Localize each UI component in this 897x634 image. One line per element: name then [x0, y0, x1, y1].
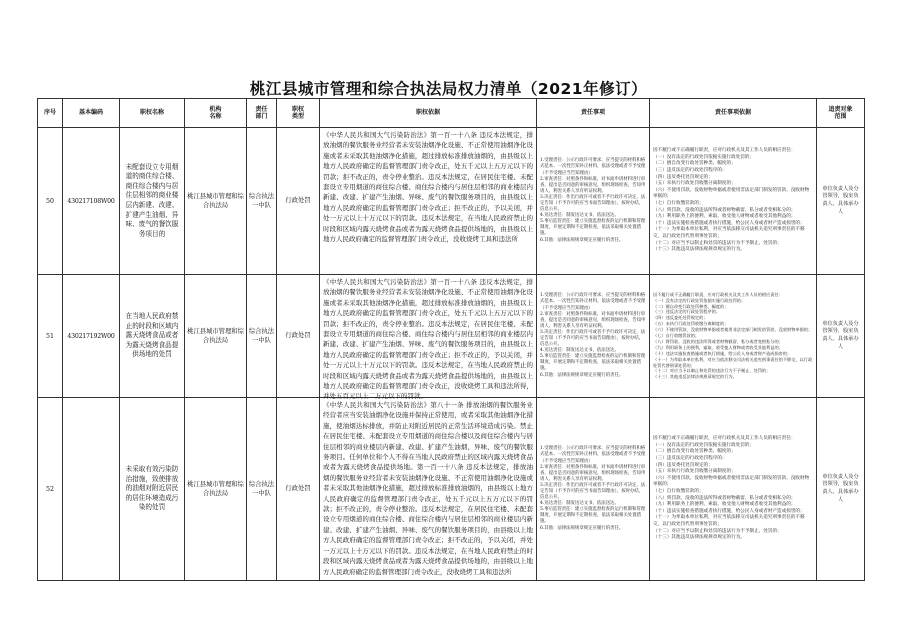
table-row [38, 128, 865, 275]
row-basis [320, 275, 537, 401]
row-seq: 51 [38, 275, 63, 398]
row-basis-text: 《中华人民共和国大气污染防治法》第一百一十八条 违反本法规定，排放油烟的餐饮服务业经营者未安装油烟净化设施、不正常使用油烟净化设施或者未采取其他油烟净化措施，超过排放标准排放油烟的，由县级以上地方人民政府确定的监督管理部门责令改正，处五千元以上五万元以下的罚款；拒不改正的，责令停业整治。违反本法规定，在居民住宅楼、未配套设立专用烟道的商住综合楼、商住综合楼内与居住层相邻的商业楼层内新建、改建、扩建产生油烟、异味、废气的餐饮服务项目的，由县级以上地方人民政府确定的监督管理部门责令改正；拒不改正的，予以关闭，并处一万元以上十万元以下的罚款。违反本法规定，在当地人民政府禁止的时段和区域内露天烧烤食品或者为露天烧烤食品提供场地的，由县级以上地方人民政府确定的监督管理部门责令改正，没收烧烤工具和违法所得，并处五百元以上二万元以下的罚款。 [323, 278, 533, 401]
row-basis [320, 398, 537, 581]
table-row [38, 275, 865, 398]
row-seq: 50 [38, 128, 63, 275]
row-basis [320, 128, 537, 275]
row-type: 行政处罚 [277, 398, 320, 581]
row-code: 430217192W00 [63, 275, 120, 398]
header-type: 职权 类型 [277, 99, 320, 128]
row-dept: 综合执法一中队 [247, 398, 277, 581]
row-duty-basis: 因不履行或不正确履行职责，应对行政机关及其工作人员的相应责任： （一）没有法定的行政处罚依据实施行政处罚的； （二）擅自改变行政处罚种类、幅度的； （三）违反法定的行政处罚程序的； （四）违反委托处罚规定的； （五）未执行行政处罚收缴分离制度的； （六）不使用罚款、没收财物单据或者使用非法定部门制发的罚款、没收财物单据的； （七）自行收缴罚款的； （八）将罚款、没收的违法所得或者财物截留、私分或者变相私分的； （九）利用职务上的便利，索取、收受他人财物或者收受其他利益的； （十）违法实施检查措施或者执行措施，给公民人身或者财产造成损害的； （十一）为牟取本单位私利，对应当依法移交司法机关追究刑事责任的不移交，以行政处罚代替刑事处罚的； （十二）对应当予以制止和处罚的违法行为不予制止、处罚的； （十三）其他违反法律法规规章规定的行为。 [650, 398, 817, 581]
row-org: 桃江县城市管理和综合执法局 [185, 128, 247, 275]
header-duty-basis: 责任事项依据 [650, 99, 817, 128]
row-subject: 单位负责人及分管领导，股室负责人、具体承办人 [817, 128, 865, 275]
row-duty-basis: 因不履行或不正确履行职责，应对行政机关及其工作人员的相应责任： （一）没有法定的行政处罚依据实施行政处罚的； （二）擅自改变行政处罚种类、幅度的； （三）违反法定的行政处罚程序的； （四）违反委托处罚规定的； （五）未执行行政处罚收缴分离制度的； （六）不使用罚款、没收财物单据或者使用非法定部门制发的罚款、没收财物单据的； （七）自行收缴罚款的； （八）将罚款、没收的违法所得或者财物截留、私分或者变相私分的； （九）利用职务上的便利，索取、收受他人财物或者收受其他利益的； （十）违法实施检查措施或者执行措施，给公民人身或者财产造成损害的； （十一）为牟取本单位私利，对应当依法移交司法机关追究刑事责任的不移交，以行政处罚代替刑事处罚的； （十二）对应当予以制止和处罚的违法行为不予制止、处罚的； （十三）其他违反法律法规规章规定的行为。 [650, 275, 817, 398]
row-name: 在当地人民政府禁止的时段和区域内露天烧烤食品或者为露天烧烤食品提供场地的处罚 [120, 275, 185, 398]
row-name: 未采取有效污染防治措施，致使排放的油烟对附近居民的居住环境造成污染的处罚 [120, 398, 185, 581]
row-duty: 1.受理责任：公示行政许可要求、应当提交的材料和格式范本、一次性告知补正材料，依法受理或者不予受理（不予受理应当告知理由） 2.审查责任：对照条件和标准，对书面申请材料进行审查，提出是否同意的审核意见，组织现场检查，告知申请人、利害关系人享有听证权利。 3.决定责任：作出行政许可或者不予行政许可决定，法定告知（不予许可的应当书面告知理由），按时办结，信息公开。 4.送达责任：制发送达文书，依法送达。 5.事后监管责任：建立实施监督检查的运行机制和管理制度，开展定期和不定期检查，依法采取相关处置措施。 6.其他：法律法规规章规定应履行的责任。 [537, 275, 650, 398]
row-name: 未配套设立专用烟道的商住综合楼、商住综合楼内与居住层相邻的商业楼层内新建、改建、扩建产生油烟、异味、废气的餐饮服务项目的 [120, 128, 185, 275]
row-duty: 1.受理责任：公示行政许可要求、应当提交的材料和格式范本、一次性告知补正材料，依法受理或者不予受理（不予受理应当告知理由） 2.审查责任：对照条件和标准，对书面申请材料进行审查，提出是否同意的审核意见，组织现场检查，告知申请人、利害关系人享有听证权利。 3.决定责任：作出行政许可或者不予行政许可决定，法定告知（不予许可的应当书面告知理由），按时办结，信息公开。 4.送达责任：制发送达文书，依法送达。 5.事后监管责任：建立实施监督检查的运行机制和管理制度，开展定期和不定期检查，依法采取相关处置措施。 6.其他：法律法规规章规定应履行的责任。 [537, 128, 650, 275]
row-basis-text: 《中华人民共和国大气污染防治法》第八十一条 排放油烟的餐饮服务业经营者应当安装油烟净化设施并保持正常使用，或者采取其他油烟净化措施，使油烟达标排放，并防止对附近居民的正常生活环境造成污染。禁止在居民住宅楼、未配套设立专用烟道的商住综合楼以及商住综合楼内与居住层相邻的商业楼层内新建、改建、扩建产生油烟、异味、废气的餐饮服务项目。任何单位和个人不得在当地人民政府禁止的区域内露天烧烤食品或者为露天烧烤食品提供场地。第一百一十八条 违反本法规定，排放油烟的餐饮服务业经营者未安装油烟净化设施、不正常使用油烟净化设施或者未采取其他油烟净化措施，超过排放标准排放油烟的，由县级以上地方人民政府确定的监督管理部门责令改正，处五千元以上五万元以下的罚款；拒不改正的，责令停业整治。违反本法规定，在居民住宅楼、未配套设立专用烟道的商住综合楼、商住综合楼内与居住层相邻的商业楼层内新建、改建、扩建产生油烟、异味、废气的餐饮服务项目的，由县级以上地方人民政府确定的监督管理部门责令改正；拒不改正的，予以关闭，并处一万元以上十万元以下的罚款。违反本法规定，在当地人民政府禁止的时段和区域内露天烧烤食品或者为露天烧烤食品提供场地的，由县级以上地方人民政府确定的监督管理部门责令改正，没收烧烤工具和违法所 [323, 401, 533, 576]
page-title: 桃江县城市管理和综合执法局权力清单（2021年修订） [249, 80, 648, 98]
row-subject: 单位负责人及分管领导，股室负责人、具体承办人 [817, 398, 865, 581]
row-org: 桃江县城市管理和综合执法局 [185, 275, 247, 398]
header-duty: 责任事项 [537, 99, 650, 128]
row-code [63, 398, 120, 581]
row-type: 行政处罚 [277, 275, 320, 398]
header-subject: 追责对象 范围 [817, 99, 865, 128]
row-code: 430217108W00 [63, 128, 120, 275]
header-org: 机构 名称 [185, 99, 247, 128]
row-subject: 单位负责人及分管领导，股室负责人、具体承办人 [817, 275, 865, 398]
row-basis-text: 《中华人民共和国大气污染防治法》第一百一十八条 违反本法规定，排放油烟的餐饮服务业经营者未安装油烟净化设施、不正常使用油烟净化设施或者未采取其他油烟净化措施，超过排放标准排放油烟的，由县级以上地方人民政府确定的监督管理部门责令改正，处五千元以上五万元以下的罚款；拒不改正的，责令停业整治。违反本法规定，在居民住宅楼、未配套设立专用烟道的商住综合楼、商住综合楼内与居住层相邻的商业楼层内新建、改建、扩建产生油烟、异味、废气的餐饮服务项目的，由县级以上地方人民政府确定的监督管理部门责令改正；拒不改正的，予以关闭，并处一万元以上十万元以下的罚款。违反本法规定，在当地人民政府禁止的时段和区域内露天烧烤食品或者为露天烧烤食品提供场地的，由县级以上地方人民政府确定的监督管理部门责令改正，没收烧烤工具和违法所 [323, 131, 533, 244]
row-duty-basis: 因不履行或不正确履行职责，应对行政机关及其工作人员的相应责任： （一）没有法定的行政处罚依据实施行政处罚的； （二）擅自改变行政处罚种类、幅度的； （三）违反法定的行政处罚程序的； （四）违反委托处罚规定的； （五）未执行行政处罚收缴分离制度的； （六）不使用罚款、没收财物单据或者使用非法定部门制发的罚款、没收财物单据的； （七）自行收缴罚款的； （八）将罚款、没收的违法所得或者财物截留、私分或者变相私分的； （九）利用职务上的便利，索取、收受他人财物或者收受其他利益的； （十）违法实施检查措施或者执行措施，给公民人身或者财产造成损害的； （十一）为牟取本单位私利，对应当依法移交司法机关追究刑事责任的不移交，以行政处罚代替刑事处罚的； （十二）对应当予以制止和处罚的违法行为不予制止、处罚的； （十三）其他违反法律法规规章规定的行为。 [650, 128, 817, 275]
row-dept: 综合执法一中队 [247, 275, 277, 398]
header-code: 基本编码 [63, 99, 120, 128]
row-type: 行政处罚 [277, 128, 320, 275]
row-duty: 1.受理责任：公示行政许可要求、应当提交的材料和格式范本、一次性告知补正材料，依法受理或者不予受理（不予受理应当告知理由） 2.审查责任：对照条件和标准，对书面申请材料进行审查，提出是否同意的审核意见，组织现场检查，告知申请人、利害关系人享有听证权利。 3.决定责任：作出行政许可或者不予行政许可决定，法定告知（不予许可的应当书面告知理由），按时办结，信息公开。 4.送达责任：制发送达文书，依法送达。 5.事后监管责任：建立实施监督检查的运行机制和管理制度，开展定期和不定期检查，依法采取相关处置措施。 6.其他：法律法规规章规定应履行的责任。 [537, 398, 650, 581]
row-dept: 综合执法一中队 [247, 128, 277, 275]
row-org: 桃江县城市管理和综合执法局 [185, 398, 247, 581]
header-name: 职权名称 [120, 99, 185, 128]
row-seq: 52 [38, 398, 63, 581]
power-list-table [37, 98, 865, 581]
table-header-row [38, 99, 865, 128]
header-basis: 职权依据 [320, 99, 537, 128]
header-seq: 序号 [38, 99, 63, 128]
table-row [38, 398, 865, 581]
header-dept: 责任 部门 [247, 99, 277, 128]
